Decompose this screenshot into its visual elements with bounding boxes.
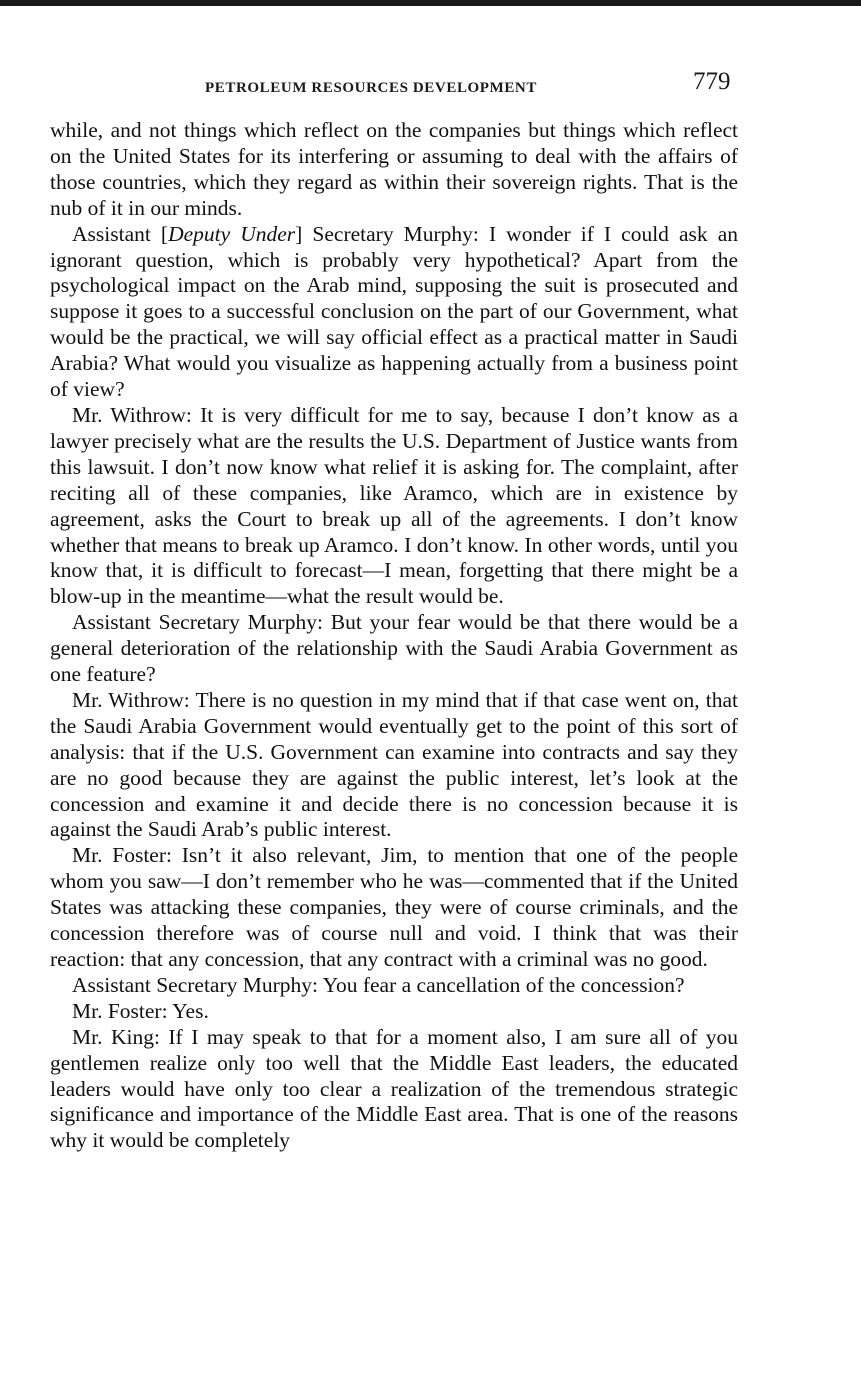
speaker-label: Mr. Foster: [72, 998, 168, 1023]
paragraph-murphy-cancellation [50, 973, 738, 999]
paragraph-text: It is very difficult for me to say, because I don’t know as a lawyer precisely what are the results the U.S. Department of Justice wants from this lawsuit. I don’t now know what relief it is asking for. The complaint, after reciting all of these companies, like Aramco, which are in existence by agreement, asks the Court to break up all of the agreements. I don’t know whether that means to break up Aramco. I don’t know. In other words, until you know that, it is difficult to forecast—I mean, forgetting that there might be a blow-up in the meantime—what the result would be. [50, 402, 738, 609]
speaker-label: Assistant [Deputy Under] Secretary Murphy: [72, 221, 479, 246]
paragraph-text: Isn’t it also relevant, Jim, to mention that one of the people whom you saw—I don’t remember who he was—commented that if the United States was attacking these companies, they were of course criminals, and the concession therefore was of course null and void. I think that was their reaction: that any concession, that any contract with a criminal was no good. [50, 843, 738, 971]
top-edge-rule [0, 0, 861, 6]
speaker-label: Mr. Withrow: [72, 402, 192, 427]
speaker-label: Assistant Secretary Murphy: [72, 972, 319, 997]
paragraph-murphy-question [50, 222, 738, 403]
body-text [50, 118, 738, 1154]
paragraph-continuation [50, 118, 738, 222]
speaker-label: Mr. Foster: [72, 843, 172, 868]
paragraph-withrow-analysis [50, 688, 738, 843]
paragraph-text: Yes. [167, 998, 209, 1023]
speaker-label: Mr. Withrow: [72, 687, 190, 712]
paragraph-text: There is no question in my mind that if that case went on, that the Saudi Arabia Government would eventually get to the point of this sort of analysis: that if the U.S. Government can examine into contracts and say they are no good because they are against the public interest, let’s look at the concession and examine it and decide there is no concession because it is against the Saudi Arab’s public interest. [50, 687, 738, 842]
editorial-insertion: Deputy Under [168, 221, 296, 246]
speaker-label: Mr. King: [72, 1024, 160, 1049]
paragraph-text: I wonder if I could ask an ignorant question, which is probably very hypothetical? Apart from the psychological impact on the Arab mind, supposing the suit is prosecuted and suppose it goes to a successful conclusion on the part of our Government, what would be the practical, we will say official effect as a practical matter in Saudi Arabia? What would you visualize as happening actually from a business point of view? [50, 221, 738, 402]
paragraph-text: You fear a cancellation of the concession? [318, 972, 685, 997]
paragraph-withrow-answer [50, 403, 738, 610]
paragraph-text: while, and not things which reflect on the companies but things which reflect on the United States for its interfering or assuming to deal with the affairs of those countries, which they regard as within their sovereign rights. That is the nub of it in our minds. [50, 118, 738, 220]
paragraph-murphy-fear [50, 610, 738, 688]
paragraph-text: But your fear would be that there would be a general deterioration of the relationship with the Saudi Arabia Government as one feature? [50, 610, 738, 687]
paragraph-king-remarks [50, 1025, 738, 1155]
page-number: 779 [693, 68, 731, 95]
paragraph-text: If I may speak to that for a moment also, I am sure all of you gentlemen realize only too well that the Middle East leaders, the educated leaders would have only too clear a realization of the tremendous strategic significance and importance of the Middle East area. That is one of the reasons why it would be completely [50, 1024, 738, 1153]
running-head-title: PETROLEUM RESOURCES DEVELOPMENT [205, 80, 537, 96]
speaker-label: Assistant Secretary Murphy: [72, 610, 323, 635]
paragraph-foster-yes [50, 999, 738, 1025]
paragraph-foster-relevant [50, 843, 738, 973]
